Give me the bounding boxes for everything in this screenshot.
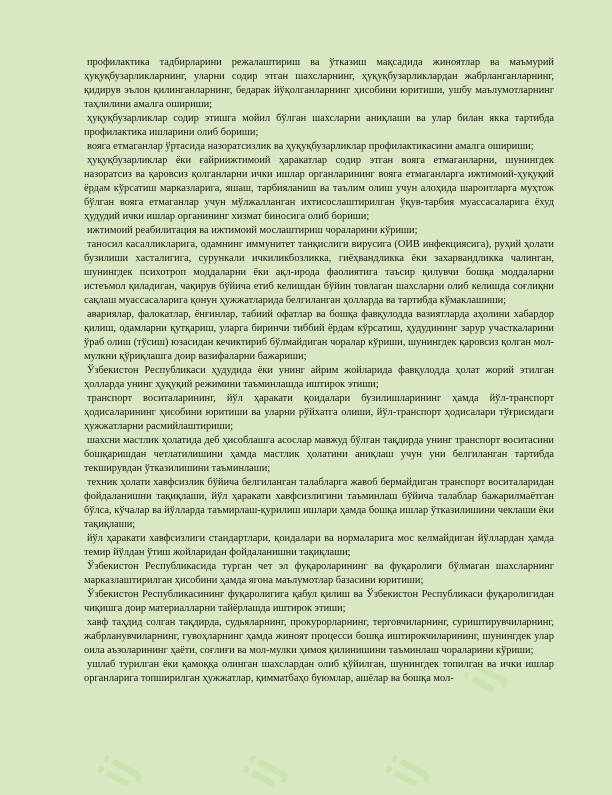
document-body bbox=[84, 56, 554, 686]
paragraph: ҳуқуқбузарликлар ёки ғайриижтимоий ҳаракатлар содир этган вояга етмаганларни, шунингдек назоратсиз ва қаровсиз қолганларни ички ишлар органларининг вояга етмаганларга ижтимоий-ҳуқуқий ёрдам кўрсатиш марказларига, яшаш, тарбияланиш ва таълим олиш учун алоҳида шароитларга муҳтож бўлган вояга етмаганлар учун мўлжалланган ихтисослаштирилган ўқув-тарбия муассасаларига ёхуд ҳудудий ички ишлар органининг хизмат биносига олиб бориши; bbox=[84, 155, 554, 222]
paragraph: Ўзбекистон Республикасининг фуқаролигига қабул қилиш ва Ўзбекистон Республикаси фуқаролигидан чиқишга доир материалларни тайёрлашда иштирок этиши; bbox=[84, 589, 554, 614]
watermark-logo: ij bbox=[453, 653, 512, 701]
paragraph: шахсни мастлик ҳолатида деб ҳисоблашга асослар мавжуд бўлган тақдирда унинг транспорт воситасини бошқаришдан четлатилишини ҳамда мастлик ҳолатини аниқлаш учун уни белгиланган тартибда текширувдан ўтказилишини таъминлаши; bbox=[84, 435, 554, 474]
paragraph: ушлаб турилган ёки қамоққа олинган шахслардан олиб қўйилган, шунингдек топилган ва ички ишлар органларига топширилган ҳужжатлар, қимматбаҳо буюмлар, ашёлар ва бошқа мол- bbox=[84, 659, 554, 684]
paragraph: техник ҳолати хавфсизлик бўйича белгиланган талабларга жавоб бермайдиган транспорт воситаларидан фойдаланишни тақиқлаши, йўл ҳаракати хавфсизлигини таъминлаш бўйича талаблар бажарилмаётган бўлса, кўчалар ва йўлларда таъмирлаш-қурилиш ишлари ҳамда бошқа ишлар ўтказилишини чеклаши ёки тақиқлаши; bbox=[84, 477, 554, 530]
paragraph: йўл ҳаракати хавфсизлиги стандартлари, қоидалари ва нормаларига мос келмайдиган йўллардан ҳамда темир йўлдан ўтиш жойларидан фойдаланишни тақиқлаши; bbox=[84, 533, 554, 558]
paragraph: таносил касалликларига, одамнинг иммунитет танқислиги вирусига (ОИВ инфекциясига), руҳий ҳолати бузилиши хасталигига, сурункали ичкиликбозликка, гиёҳвандликка ёки захарвандликка чалинган, шунингдек психотроп моддаларни ёки ақл-ирода фаолиятига таъсир қилувчи бошқа моддаларни истеъмол қиладиган, чақирув бўйича етиб келишдан бўйин товлаган шахсларни олиб келишда соғлиқни сақлаш муассасаларига қонун ҳужжатларида белгиланган ҳолларда ва тартибда кўмаклашиши; bbox=[84, 239, 554, 306]
watermark-logo: ij bbox=[375, 747, 434, 795]
paragraph: профилактика тадбирларини режалаштириш ва ўтказиш мақсадида жиноятлар ва маъмурий ҳуқуқбузарликларнинг, уларни содир этган шахсларнинг, ҳуқуқбузарликлардан жабрланганларнинг, қидирув эълон қилинганларнинг, бедарак йўқолганларнинг ҳисобини юритиши, ушбу маълумотларнинг таҳлилини амалга ошириши; bbox=[84, 57, 554, 110]
paragraph: хавф таҳдид солган тақдирда, судьяларнинг, прокурорларнинг, терговчиларнинг, суриштирувчиларнинг, жабрланувчиларнинг, гувоҳларнинг ҳамда жиноят процесси бошқа иштирокчиларининг, шунингдек улар оила аъзоларининг ҳаёти, соғлиғи ва мол-мулки ҳимоя қилинишини таъминлаш чораларини кўриши; bbox=[84, 617, 554, 656]
paragraph: вояга етмаганлар ўртасида назоратсизлик ва ҳуқуқбузарликлар профилактикасини амалга ошириши; bbox=[87, 141, 534, 152]
paragraph: Ўзбекистон Республикаси ҳудудида ёки унинг айрим жойларида фавқулодда ҳолат жорий этилган ҳолларда унинг ҳуқуқий режимини таъминлашда иштирок этиши; bbox=[84, 365, 554, 390]
paragraph: Ўзбекистон Республикасида турган чет эл фуқароларининг ва фуқаролиги бўлмаган шахсларнинг марказлаштирилган ҳисобини ҳамда ягона маълумотлар базасини юритиши; bbox=[84, 561, 554, 586]
watermark-logo: ij bbox=[233, 747, 292, 795]
paragraph: авариялар, фалокатлар, ёнғинлар, табиий офатлар ва бошқа фавқулодда вазиятларда аҳолини хабардор қилиш, одамларни қутқариш, уларга биринчи тиббий ёрдам кўрсатиш, ҳудудининг зарур участкаларини ўраб олиш (тўсиш) юзасидан кечиктириб бўлмайдиган чоралар кўриши, шунингдек қаровсиз қолган мол-мулкни қўриқлашга доир вазифаларни бажариши; bbox=[84, 309, 554, 362]
paragraph: ҳуқуқбузарликлар содир этишга мойил бўлган шахсларни аниқлаши ва улар билан якка тартибда профилактика ишларини олиб бориши; bbox=[84, 113, 554, 138]
paragraph: ижтимоий реабилитация ва ижтимоий мослаштириш чораларини кўриши; bbox=[87, 225, 418, 236]
paragraph: транспорт воситаларининг, йўл ҳаракати қоидалари бузилишларининг ҳамда йўл-транспорт ҳодисаларининг ҳисобини юритиши ва уларни рўйхатга олиши, йўл-транспорт ҳодисалари тўғрисидаги ҳужжатларни расмийлаштириши; bbox=[84, 393, 554, 432]
watermark-logo: ij bbox=[87, 747, 146, 795]
